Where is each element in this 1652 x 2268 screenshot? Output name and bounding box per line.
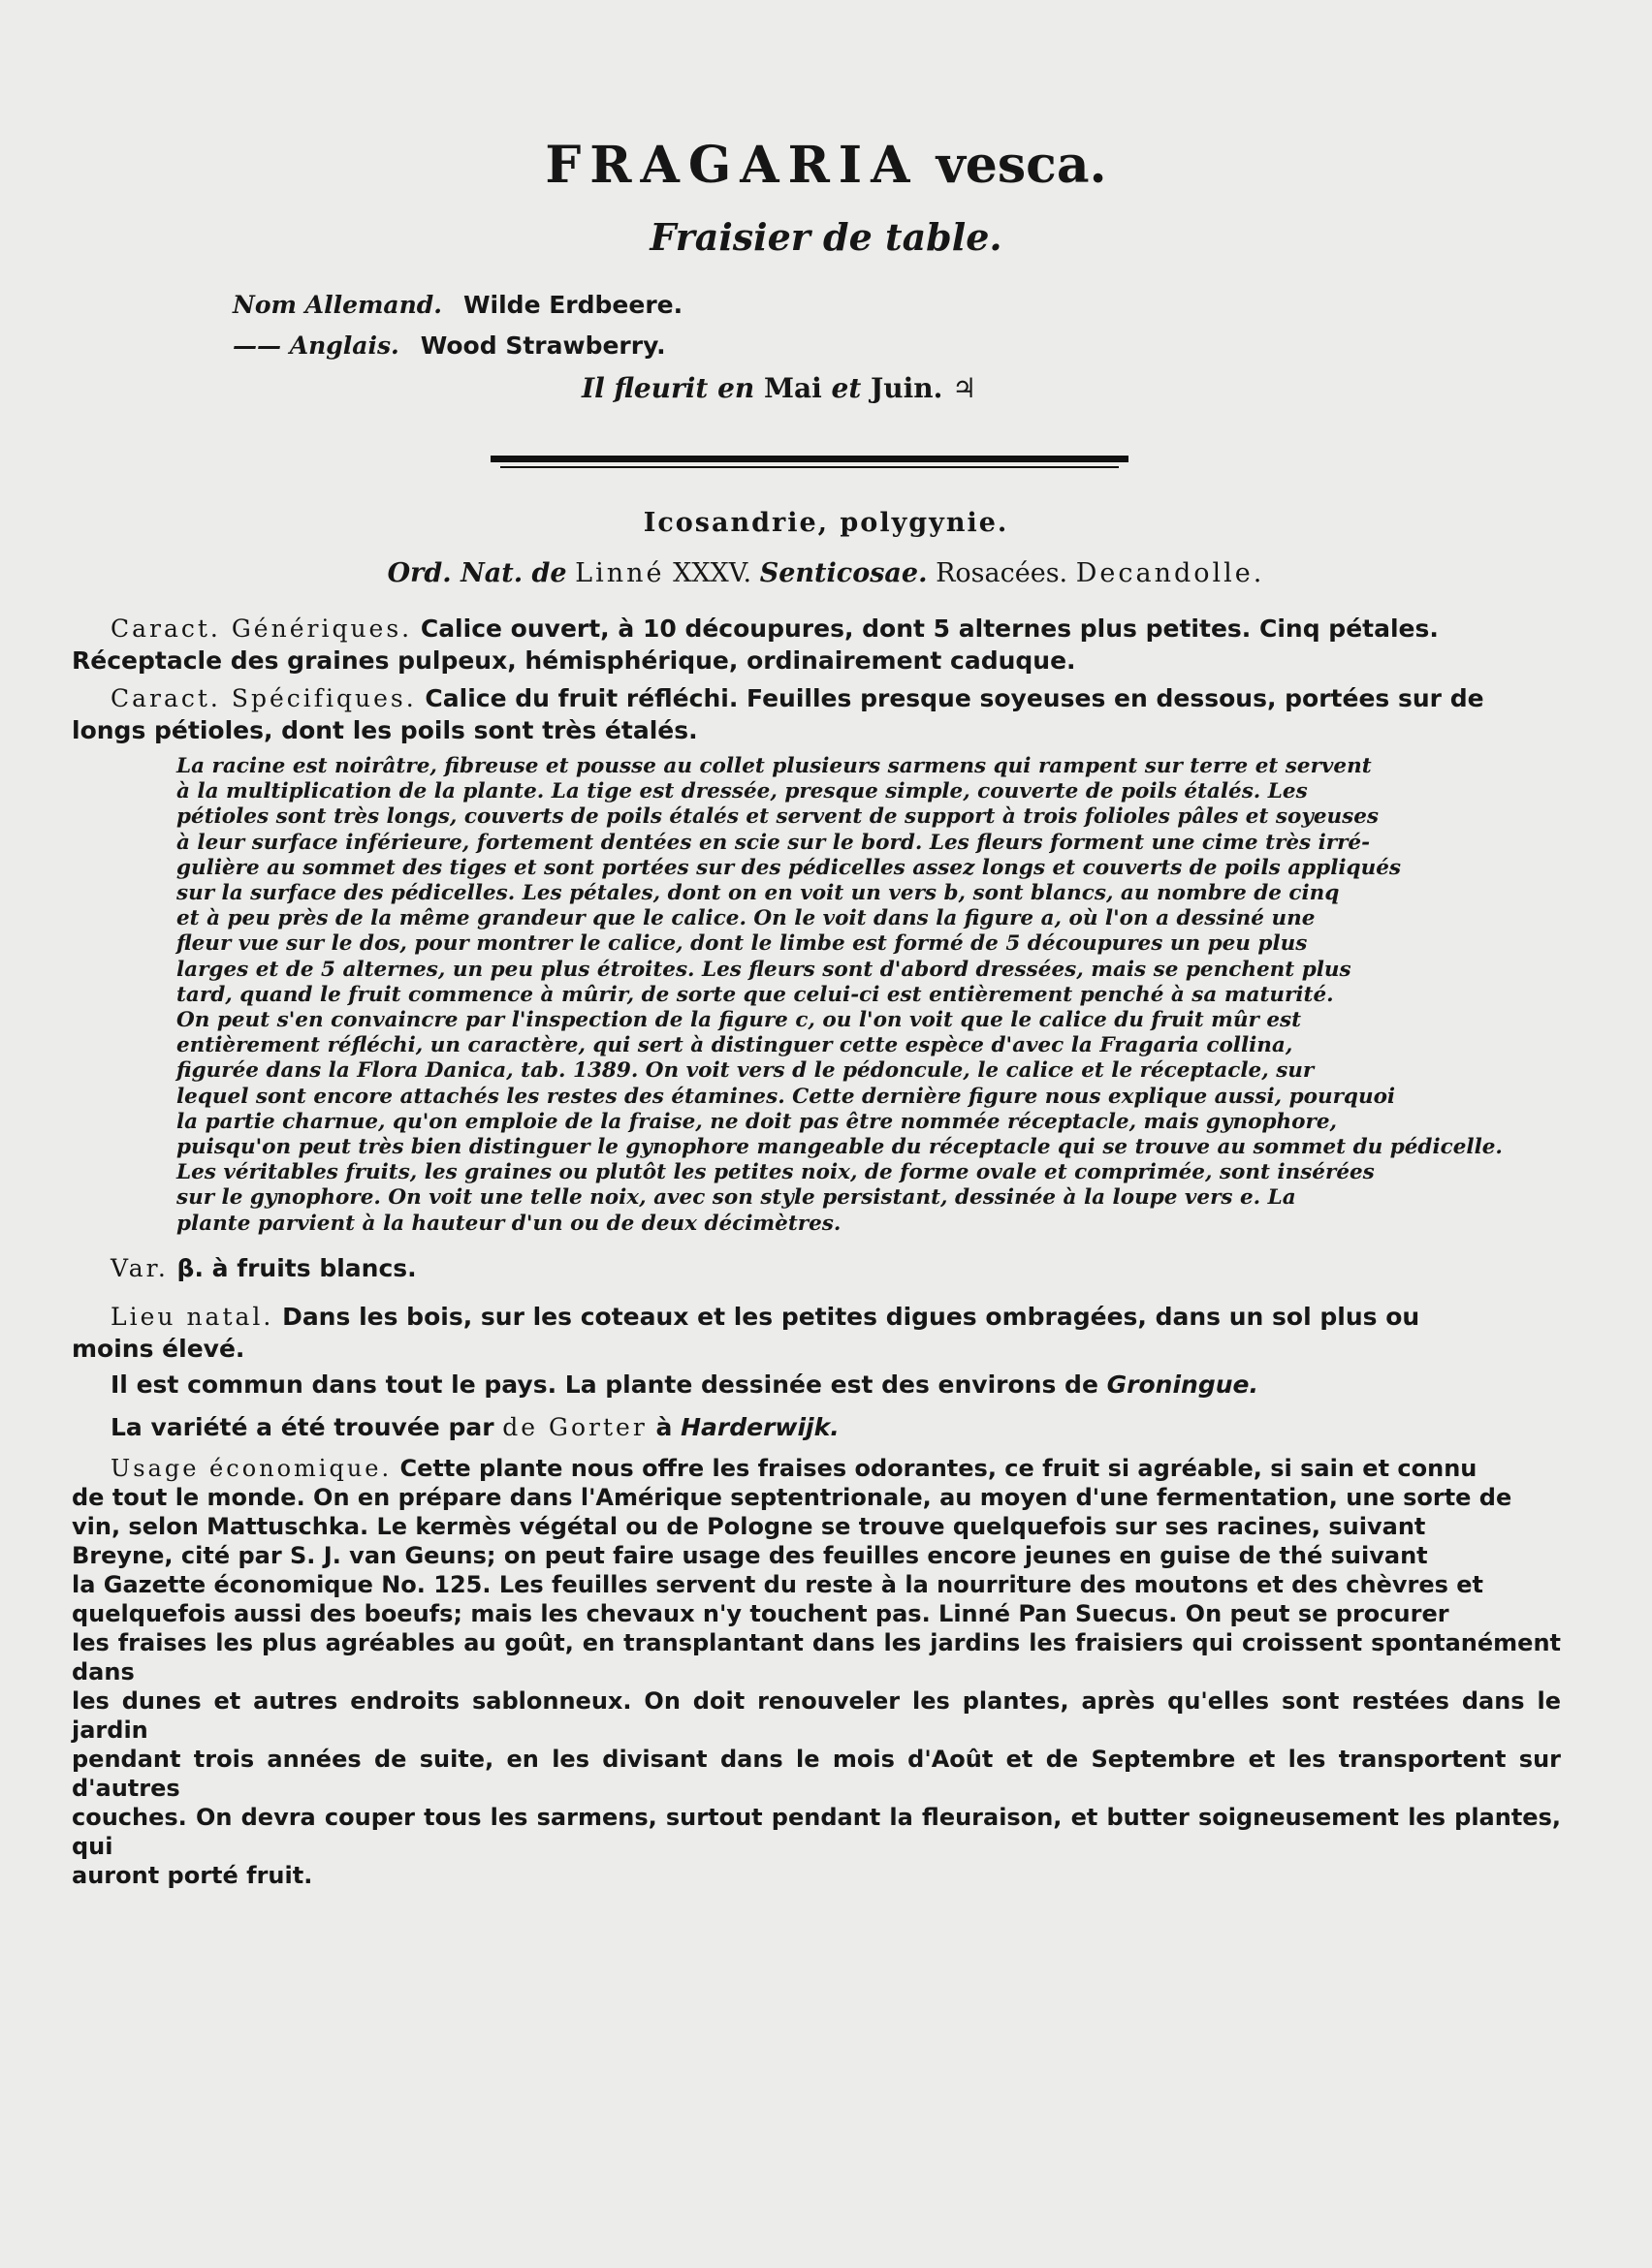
usage-line: vin, selon Mattuschka. Le kermès végétal ou de Pologne se trouve quelquefois sur ses racines, suivant	[72, 1513, 1426, 1540]
usage-line: couches. On devra couper tous les sarmens, surtout pendant la fleuraison, et butter soigneusement les plantes, qui	[72, 1804, 1561, 1860]
english-name-row	[233, 331, 666, 360]
double-rule-divider	[491, 456, 1128, 471]
usage-line: les fraises les plus agréables au goût, en transplantant dans les jardins les fraisiers qui croissent spontanément dans	[72, 1629, 1561, 1685]
description-line: larges et de 5 alternes, un peu plus étroites. Les fleurs sont d'abord dressées, mais se penchent plus	[176, 957, 1351, 982]
specific-head: Caract. Spécifiques.	[111, 684, 417, 712]
flowering-month1: Mai	[764, 372, 822, 404]
description-line: Les véritables fruits, les graines ou plutôt les petites noix, de forme ovale et comprimée, sont insérées	[176, 1160, 1375, 1185]
subtitle: Fraisier de table.	[650, 215, 1002, 259]
habitat-head: Lieu natal.	[111, 1303, 274, 1331]
title-genus: FRAGARIA	[545, 136, 919, 195]
ord-number: XXXV.	[673, 558, 752, 588]
variety-head: Var.	[111, 1254, 169, 1282]
title-species: vesca.	[936, 136, 1107, 195]
ord-rosacees: Rosacées.	[936, 558, 1068, 588]
english-name-value: Wood Strawberry.	[420, 331, 666, 360]
flowering-and: et	[831, 372, 862, 404]
variety-line	[72, 1252, 1561, 1284]
usage-line: pendant trois années de suite, en les divisant dans le mois d'Août et de Septembre et les transportent sur d'autres	[72, 1746, 1561, 1802]
ord-decandolle: Decandolle.	[1075, 558, 1265, 588]
description-line: pétioles sont très longs, couverts de poils étalés et servent de support à trois folioles pâles et soyeuses	[176, 804, 1380, 830]
description-line: La racine est noirâtre, fibreuse et pousse au collet plusieurs sarmens qui rampent sur terre et servent	[176, 754, 1372, 778]
ord-prefix: Ord. Nat. de	[387, 558, 567, 588]
description-line: à la multiplication de la plante. La tige est dressée, presque simple, couverte de poils étalés. Les	[176, 779, 1308, 804]
description-line: entièrement réfléchi, un caractère, qui sert à distinguer cette espèce d'avec la Fragaria collina,	[176, 1033, 1293, 1058]
specific-characters	[72, 682, 1561, 746]
common-text: Il est commun dans tout le pays. La plante dessinée est des environs de	[111, 1370, 1098, 1399]
flowering-prefix: Il fleurit en	[582, 372, 755, 404]
rule-thin	[500, 466, 1119, 468]
generic-characters	[72, 613, 1561, 677]
german-name-label: Nom Allemand.	[233, 291, 442, 319]
flowering-month2: Juin.	[871, 372, 943, 404]
found-place: Harderwijk.	[681, 1413, 840, 1441]
description-line: plante parvient à la hauteur d'un ou de deux décimètres.	[176, 1211, 842, 1236]
page-title	[0, 136, 1652, 195]
description-line: la partie charnue, qu'on emploie de la fraise, ne doit pas être nommée réceptacle, mais gynophore,	[176, 1109, 1337, 1134]
description-paragraph	[176, 754, 1557, 1237]
habitat-line-1: Lieu natal. Dans les bois, sur les coteaux et les petites digues ombragées, dans un sol plus ou	[111, 1303, 1420, 1331]
german-name-value: Wilde Erdbeere.	[462, 291, 683, 319]
usage-paragraph	[72, 1454, 1561, 1890]
generic-head: Caract. Génériques.	[111, 614, 413, 643]
rule-thick	[491, 456, 1128, 462]
german-name-row	[233, 291, 683, 319]
usage-line-1: Usage économique. Cette plante nous offre les fraises odorantes, ce fruit si agréable, si sain et connu	[111, 1455, 1477, 1482]
natural-order-line	[0, 558, 1652, 588]
description-line: fleur vue sur le dos, pour montrer le calice, dont le limbe est formé de 5 découpures un peu plus	[176, 931, 1308, 957]
description-line: On peut s'en convaincre par l'inspection de la figure c, ou l'on voit que le calice du fruit mûr est	[176, 1008, 1302, 1033]
found-line	[72, 1411, 1561, 1443]
specific-line-2: longs pétioles, dont les poils sont très étalés.	[72, 716, 698, 744]
found-person: de Gorter	[502, 1413, 648, 1441]
usage-line: auront porté fruit.	[72, 1862, 313, 1889]
generic-line-1: Caract. Génériques. Calice ouvert, à 10 découpures, dont 5 alternes plus petites. Cinq pétales.	[111, 614, 1439, 643]
description-line: gulière au sommet des tiges et sont portées sur des pédicelles assez longs et couverts de poils appliqués	[176, 855, 1401, 880]
description-line: lequel sont encore attachés les restes des étamines. Cette dernière figure nous explique aussi, pourquoi	[176, 1084, 1396, 1109]
description-line: tard, quand le fruit commence à mûrir, de sorte que celui-ci est entièrement penché à sa maturité.	[176, 982, 1334, 1007]
common-place: Groningue.	[1106, 1370, 1258, 1399]
flowering-line	[582, 372, 976, 404]
ord-linne: Linné	[575, 558, 665, 588]
usage-head: Usage économique.	[111, 1455, 393, 1482]
description-line: puisqu'on peut très bien distinguer le gynophore mangeable du réceptacle qui se trouve au sommet du pédicelle.	[176, 1135, 1503, 1160]
habitat-line-2: moins élevé.	[72, 1335, 245, 1363]
specific-line-1: Caract. Spécifiques. Calice du fruit réfléchi. Feuilles presque soyeuses en dessous, portées sur de	[111, 684, 1484, 712]
variety-text: β. à fruits blancs.	[176, 1254, 417, 1282]
description-line: et à peu près de la même grandeur que le calice. On le voit dans la figure a, où l'on a dessiné une	[176, 906, 1316, 931]
usage-line: Breyne, cité par S. J. van Geuns; on peut faire usage des feuilles encore jeunes en guise de thé suivant	[72, 1542, 1428, 1569]
usage-line: les dunes et autres endroits sablonneux. On doit renouveler les plantes, après qu'elles sont restées dans le jardin	[72, 1687, 1561, 1744]
habitat-paragraph	[72, 1301, 1561, 1365]
english-name-label: —— Anglais.	[233, 331, 399, 360]
usage-line: quelquefois aussi des boeufs; mais les chevaux n'y touchent pas. Linné Pan Suecus. On peut se procurer	[72, 1600, 1449, 1627]
description-line: sur la surface des pédicelles. Les pétales, dont on en voit un vers b, sont blancs, au nombre de cinq	[176, 881, 1340, 906]
found-text: La variété a été trouvée par	[111, 1413, 494, 1441]
perennial-symbol-icon: ♃	[952, 372, 977, 404]
description-line: sur le gynophore. On voit une telle noix, avec son style persistant, dessinée à la loupe vers e. La	[176, 1185, 1296, 1211]
description-line: à leur surface inférieure, fortement dentées en scie sur le bord. Les fleurs forment une cime très irré-	[176, 830, 1371, 855]
usage-line: la Gazette économique No. 125. Les feuilles servent du reste à la nourriture des moutons et des chèvres et	[72, 1571, 1484, 1598]
linnaean-class: Icosandrie, polygynie.	[643, 508, 1009, 538]
found-at: à	[655, 1413, 673, 1441]
ord-order: Senticosae.	[759, 558, 928, 588]
usage-line: de tout le monde. On en prépare dans l'Amérique septentrionale, au moyen d'une fermentation, une sorte de	[72, 1484, 1512, 1511]
description-line: figurée dans la Flora Danica, tab. 1389. On voit vers d le pédoncule, le calice et le réceptacle, sur	[176, 1058, 1315, 1084]
generic-line-2: Réceptacle des graines pulpeux, hémisphérique, ordinairement caduque.	[72, 646, 1076, 675]
common-line	[72, 1369, 1561, 1401]
